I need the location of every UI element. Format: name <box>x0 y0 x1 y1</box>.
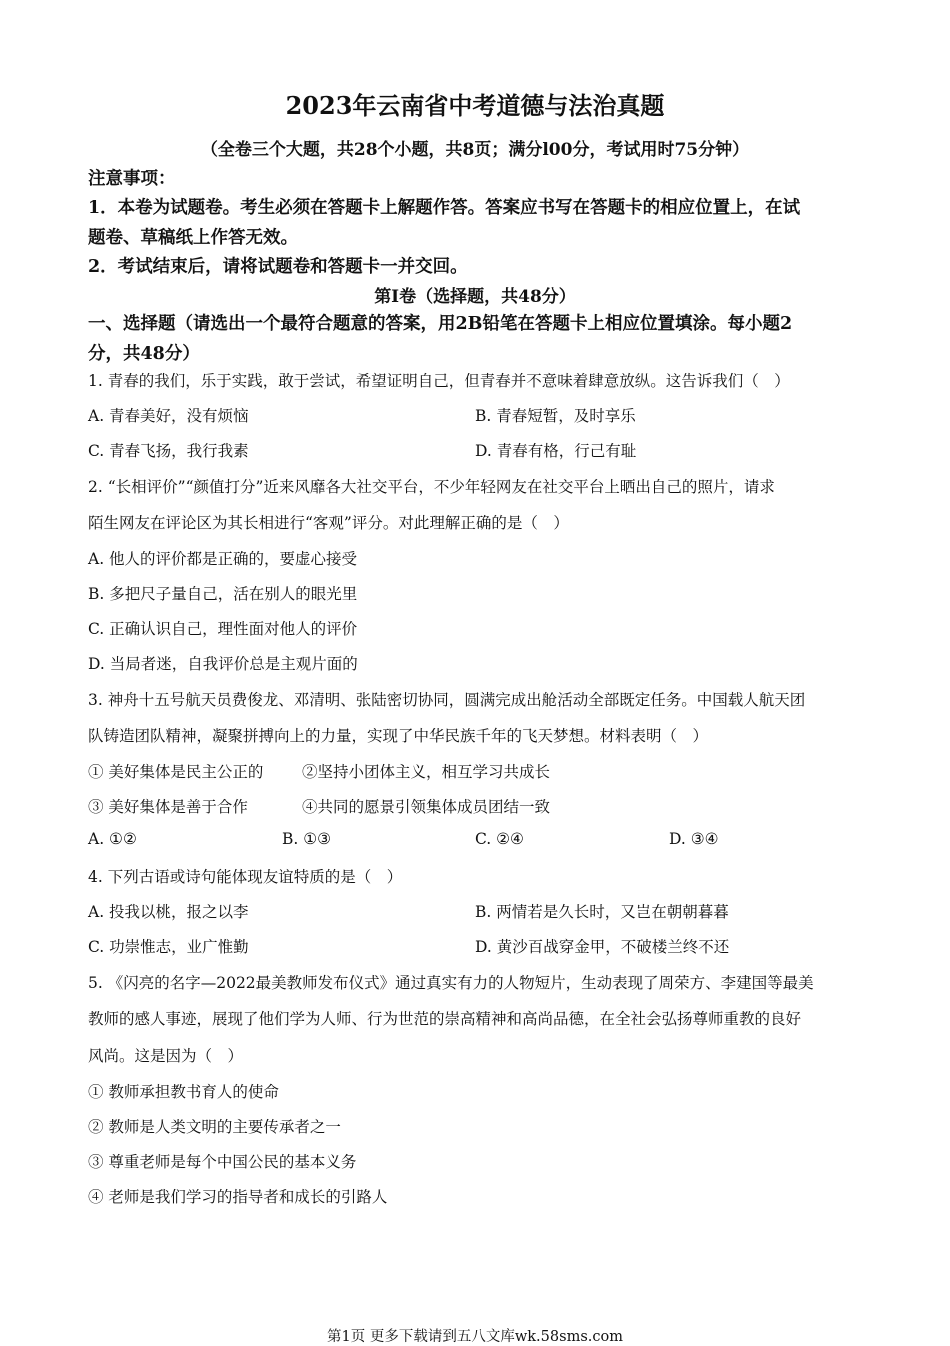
section-1-line-2: 分，共48分） <box>88 344 200 364</box>
notice-item-1-line-2: 题卷、草稿纸上作答无效。 <box>88 228 298 248</box>
question-1-option-c: C. 青春飞扬，我行我素 <box>88 442 249 460</box>
question-4-option-a: A. 投我以桃，报之以李 <box>88 903 249 921</box>
question-2-option-a: A. 他人的评价都是正确的，要虚心接受 <box>88 550 358 568</box>
question-3-stem-line-2: 队铸造团队精神，凝聚拼搏向上的力量，实现了中华民族千年的飞天梦想。材料表明（ ） <box>88 727 709 745</box>
page-title: 2023年云南省中考道德与法治真题 <box>285 91 665 120</box>
question-2-option-d: D. 当局者迷，自我评价总是主观片面的 <box>88 655 358 673</box>
question-3-statement-1: ① 美好集体是民主公正的 <box>88 763 264 781</box>
question-3-statement-3: ③ 美好集体是善于合作 <box>88 798 248 816</box>
question-5-statement-4: ④ 老师是我们学习的指导者和成长的引路人 <box>88 1188 388 1206</box>
question-2-stem-line-1: 2. “长相评价”“颜值打分”近来风靡各大社交平台，不少年轻网友在社交平台上晒出自己的照片，请求 <box>88 478 775 496</box>
question-5-statement-3: ③ 尊重老师是每个中国公民的基本义务 <box>88 1153 357 1171</box>
question-5-statement-2: ② 教师是人类文明的主要传承者之一 <box>88 1118 341 1136</box>
question-1-stem: 1. 青春的我们，乐于实践，敢于尝试，希望证明自己，但青春并不意味着肆意放纵。这告诉我们（ ） <box>88 372 790 390</box>
question-4-stem: 4. 下列古语或诗句能体现友谊特质的是（ ） <box>88 868 403 886</box>
question-3-stem-line-1: 3. 神舟十五号航天员费俊龙、邓清明、张陆密切协同，圆满完成出舱活动全部既定任务。中国载人航天团 <box>88 691 806 709</box>
notice-item-2: 2．考试结束后，请将试题卷和答题卡一并交回。 <box>88 257 468 277</box>
question-3-option-c: C. ②④ <box>475 830 524 848</box>
question-4-option-c: C. 功崇惟志，业广惟勤 <box>88 938 249 956</box>
section-1-line-1: 一、选择题（请选出一个最符合题意的答案，用2B铅笔在答题卡上相应位置填涂。每小题2 <box>88 314 793 334</box>
question-3-option-d: D. ③④ <box>669 830 719 848</box>
question-5-stem-line-2: 教师的感人事迹，展现了他们学为人师、行为世范的崇高精神和高尚品德，在全社会弘扬尊师重教的良好 <box>88 1010 802 1028</box>
question-1-option-a: A. 青春美好，没有烦恼 <box>88 407 249 425</box>
notice-item-1-line-1: 1．本卷为试题卷。考生必须在答题卡上解题作答。答案应书写在答题卡的相应位置上，在试 <box>88 198 801 218</box>
page-footer: 第1页 更多下载请到五八文库wk.58sms.com <box>327 1329 623 1345</box>
question-5-stem-line-3: 风尚。这是因为（ ） <box>88 1047 244 1065</box>
question-3-statement-4: ④共同的愿景引领集体成员团结一致 <box>302 798 551 816</box>
question-3-statement-2: ②坚持小团体主义，相互学习共成长 <box>302 763 551 781</box>
question-3-option-a: A. ①② <box>88 830 137 848</box>
exam-info: （全卷三个大题，共28个小题，共8页；满分l00分，考试用时75分钟） <box>200 140 750 160</box>
question-4-option-b: B. 两情若是久长时，又岂在朝朝暮暮 <box>475 903 729 921</box>
question-5-stem-line-1: 5. 《闪亮的名字—2022最美教师发布仪式》通过真实有力的人物短片，生动表现了周荣方、李建国等最美 <box>88 974 814 992</box>
question-2-stem-line-2: 陌生网友在评论区为其长相进行“客观”评分。对此理解正确的是（ ） <box>88 514 569 532</box>
question-4-option-d: D. 黄沙百战穿金甲，不破楼兰终不还 <box>475 938 730 956</box>
volume-title: 第I卷（选择题，共48分） <box>374 287 576 307</box>
question-2-option-b: B. 多把尺子量自己，活在别人的眼光里 <box>88 585 358 603</box>
notice-heading: 注意事项： <box>88 169 176 189</box>
question-5-statement-1: ① 教师承担教书育人的使命 <box>88 1083 279 1101</box>
question-1-option-d: D. 青春有格，行己有耻 <box>475 442 637 460</box>
question-1-option-b: B. 青春短暂，及时享乐 <box>475 407 636 425</box>
question-2-option-c: C. 正确认识自己，理性面对他人的评价 <box>88 620 358 638</box>
question-3-option-b: B. ①③ <box>282 830 332 848</box>
